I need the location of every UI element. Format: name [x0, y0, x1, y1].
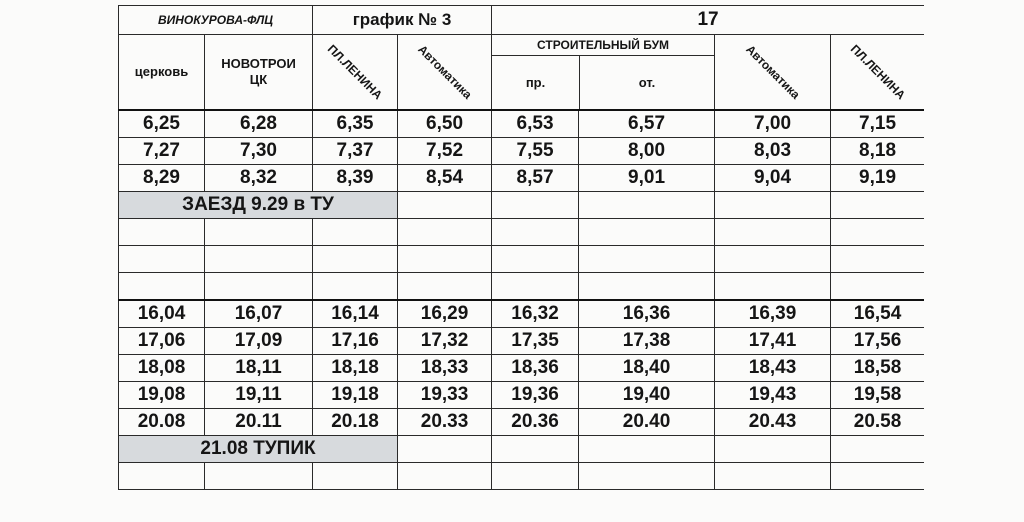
time-cell: 17,32 — [398, 328, 492, 355]
time-cell: 7,00 — [715, 110, 831, 138]
empty-cell — [831, 246, 924, 273]
col-pl-lenina-2-label: ПЛ.ЛЕНИНА — [847, 41, 908, 103]
time-cell: 20.40 — [579, 409, 715, 436]
empty-cell — [492, 463, 579, 490]
time-cell: 17,38 — [579, 328, 715, 355]
table-row — [119, 409, 925, 436]
empty-cell — [492, 192, 579, 219]
time-cell: 8,03 — [715, 138, 831, 165]
col-pl-lenina-2 — [831, 35, 924, 111]
empty-cell — [205, 219, 313, 246]
col-avtomatika-2 — [715, 35, 831, 111]
empty-cell — [579, 436, 715, 463]
time-cell: 8,29 — [119, 165, 205, 192]
empty-cell — [715, 436, 831, 463]
col-avtomatika-1-label: Автоматика — [414, 42, 475, 102]
empty-cell — [492, 436, 579, 463]
empty-cell — [398, 246, 492, 273]
schedule-table — [118, 5, 924, 490]
empty-cell — [579, 273, 715, 301]
empty-cell — [205, 273, 313, 301]
time-cell: 20.33 — [398, 409, 492, 436]
time-cell: 19,58 — [831, 382, 924, 409]
empty-row — [119, 463, 925, 490]
empty-cell — [398, 273, 492, 301]
time-cell: 9,19 — [831, 165, 924, 192]
time-cell: 17,16 — [313, 328, 398, 355]
col-novotroitsk-line1: НОВОТРОИ — [221, 56, 296, 71]
time-cell: 18,33 — [398, 355, 492, 382]
empty-cell — [398, 192, 492, 219]
empty-cell — [119, 246, 205, 273]
time-cell: 16,29 — [398, 300, 492, 328]
empty-cell — [831, 436, 924, 463]
time-cell: 16,39 — [715, 300, 831, 328]
col-stroitelny-bum — [492, 35, 715, 111]
empty-row — [119, 246, 925, 273]
empty-cell — [831, 273, 924, 301]
time-cell: 20.36 — [492, 409, 579, 436]
col-pr: пр. — [492, 56, 580, 109]
col-pl-lenina-1-label: ПЛ.ЛЕНИНА — [324, 41, 386, 103]
time-cell: 7,37 — [313, 138, 398, 165]
bum-group-label: СТРОИТЕЛЬНЫЙ БУМ — [492, 35, 714, 56]
table-row — [119, 165, 925, 192]
time-cell: 19,18 — [313, 382, 398, 409]
note-row — [119, 436, 925, 463]
time-cell: 18,11 — [205, 355, 313, 382]
route-number: 17 — [492, 6, 924, 35]
time-cell: 16,32 — [492, 300, 579, 328]
empty-cell — [715, 219, 831, 246]
time-cell: 6,50 — [398, 110, 492, 138]
empty-cell — [492, 219, 579, 246]
empty-row — [119, 273, 925, 301]
col-novotroitsk-line2: ЦК — [249, 72, 268, 87]
time-cell: 7,27 — [119, 138, 205, 165]
table-row — [119, 138, 925, 165]
empty-cell — [831, 463, 924, 490]
empty-cell — [398, 219, 492, 246]
empty-cell — [492, 273, 579, 301]
time-cell: 7,15 — [831, 110, 924, 138]
table-row — [119, 110, 925, 138]
empty-cell — [579, 192, 715, 219]
time-cell: 17,06 — [119, 328, 205, 355]
time-cell: 8,57 — [492, 165, 579, 192]
empty-cell — [715, 273, 831, 301]
time-cell: 18,18 — [313, 355, 398, 382]
note-row — [119, 192, 925, 219]
time-cell: 20.18 — [313, 409, 398, 436]
empty-cell — [715, 463, 831, 490]
empty-cell — [313, 246, 398, 273]
col-novotroitsk — [205, 35, 313, 111]
note-morning: ЗАЕЗД 9.29 в ТУ — [119, 192, 398, 219]
time-cell: 18,08 — [119, 355, 205, 382]
time-cell: 8,32 — [205, 165, 313, 192]
time-cell: 8,18 — [831, 138, 924, 165]
table-row — [119, 382, 925, 409]
empty-cell — [205, 463, 313, 490]
time-cell: 16,36 — [579, 300, 715, 328]
empty-cell — [831, 219, 924, 246]
empty-cell — [715, 246, 831, 273]
table-row — [119, 355, 925, 382]
time-cell: 19,36 — [492, 382, 579, 409]
time-cell: 18,43 — [715, 355, 831, 382]
time-cell: 6,57 — [579, 110, 715, 138]
time-cell: 7,52 — [398, 138, 492, 165]
time-cell: 17,09 — [205, 328, 313, 355]
time-cell: 6,35 — [313, 110, 398, 138]
header-row-top — [119, 6, 925, 35]
time-cell: 19,43 — [715, 382, 831, 409]
time-cell: 8,39 — [313, 165, 398, 192]
empty-cell — [579, 219, 715, 246]
schedule-number: график № 3 — [313, 6, 492, 35]
col-avtomatika-2-label: Автоматика — [742, 42, 803, 102]
route-name: ВИНОКУРОВА-ФЛЦ — [119, 6, 313, 35]
col-pl-lenina-1 — [313, 35, 398, 111]
time-cell: 19,33 — [398, 382, 492, 409]
time-cell: 18,58 — [831, 355, 924, 382]
empty-cell — [715, 192, 831, 219]
time-cell: 20.43 — [715, 409, 831, 436]
empty-cell — [492, 246, 579, 273]
time-cell: 9,01 — [579, 165, 715, 192]
empty-cell — [119, 463, 205, 490]
empty-cell — [119, 219, 205, 246]
empty-cell — [205, 246, 313, 273]
time-cell: 17,35 — [492, 328, 579, 355]
time-cell: 19,08 — [119, 382, 205, 409]
bum-subcols — [492, 56, 714, 109]
time-cell: 17,41 — [715, 328, 831, 355]
time-cell: 19,11 — [205, 382, 313, 409]
time-cell: 7,55 — [492, 138, 579, 165]
empty-cell — [313, 463, 398, 490]
table-row — [119, 300, 925, 328]
time-cell: 20.11 — [205, 409, 313, 436]
time-cell: 7,30 — [205, 138, 313, 165]
time-cell: 9,04 — [715, 165, 831, 192]
time-cell: 16,07 — [205, 300, 313, 328]
empty-cell — [313, 219, 398, 246]
time-cell: 17,56 — [831, 328, 924, 355]
note-evening: 21.08 ТУПИК — [119, 436, 398, 463]
col-ot: от. — [638, 74, 656, 90]
table-row — [119, 328, 925, 355]
header-row-columns — [119, 35, 925, 111]
time-cell: 18,40 — [579, 355, 715, 382]
time-cell: 20.08 — [119, 409, 205, 436]
empty-cell — [119, 273, 205, 301]
empty-row — [119, 219, 925, 246]
time-cell: 6,28 — [205, 110, 313, 138]
time-cell: 6,25 — [119, 110, 205, 138]
empty-cell — [579, 463, 715, 490]
empty-cell — [398, 463, 492, 490]
schedule-sheet — [118, 5, 924, 522]
time-cell: 19,40 — [579, 382, 715, 409]
time-cell: 8,00 — [579, 138, 715, 165]
empty-cell — [831, 192, 924, 219]
time-cell: 16,04 — [119, 300, 205, 328]
time-cell: 16,14 — [313, 300, 398, 328]
empty-cell — [579, 246, 715, 273]
time-cell: 6,53 — [492, 110, 579, 138]
col-avtomatika-1 — [398, 35, 492, 111]
empty-cell — [398, 436, 492, 463]
time-cell: 16,54 — [831, 300, 924, 328]
time-cell: 20.58 — [831, 409, 924, 436]
time-cell: 18,36 — [492, 355, 579, 382]
col-tserkov: церковь — [119, 35, 205, 111]
empty-cell — [313, 273, 398, 301]
time-cell: 8,54 — [398, 165, 492, 192]
